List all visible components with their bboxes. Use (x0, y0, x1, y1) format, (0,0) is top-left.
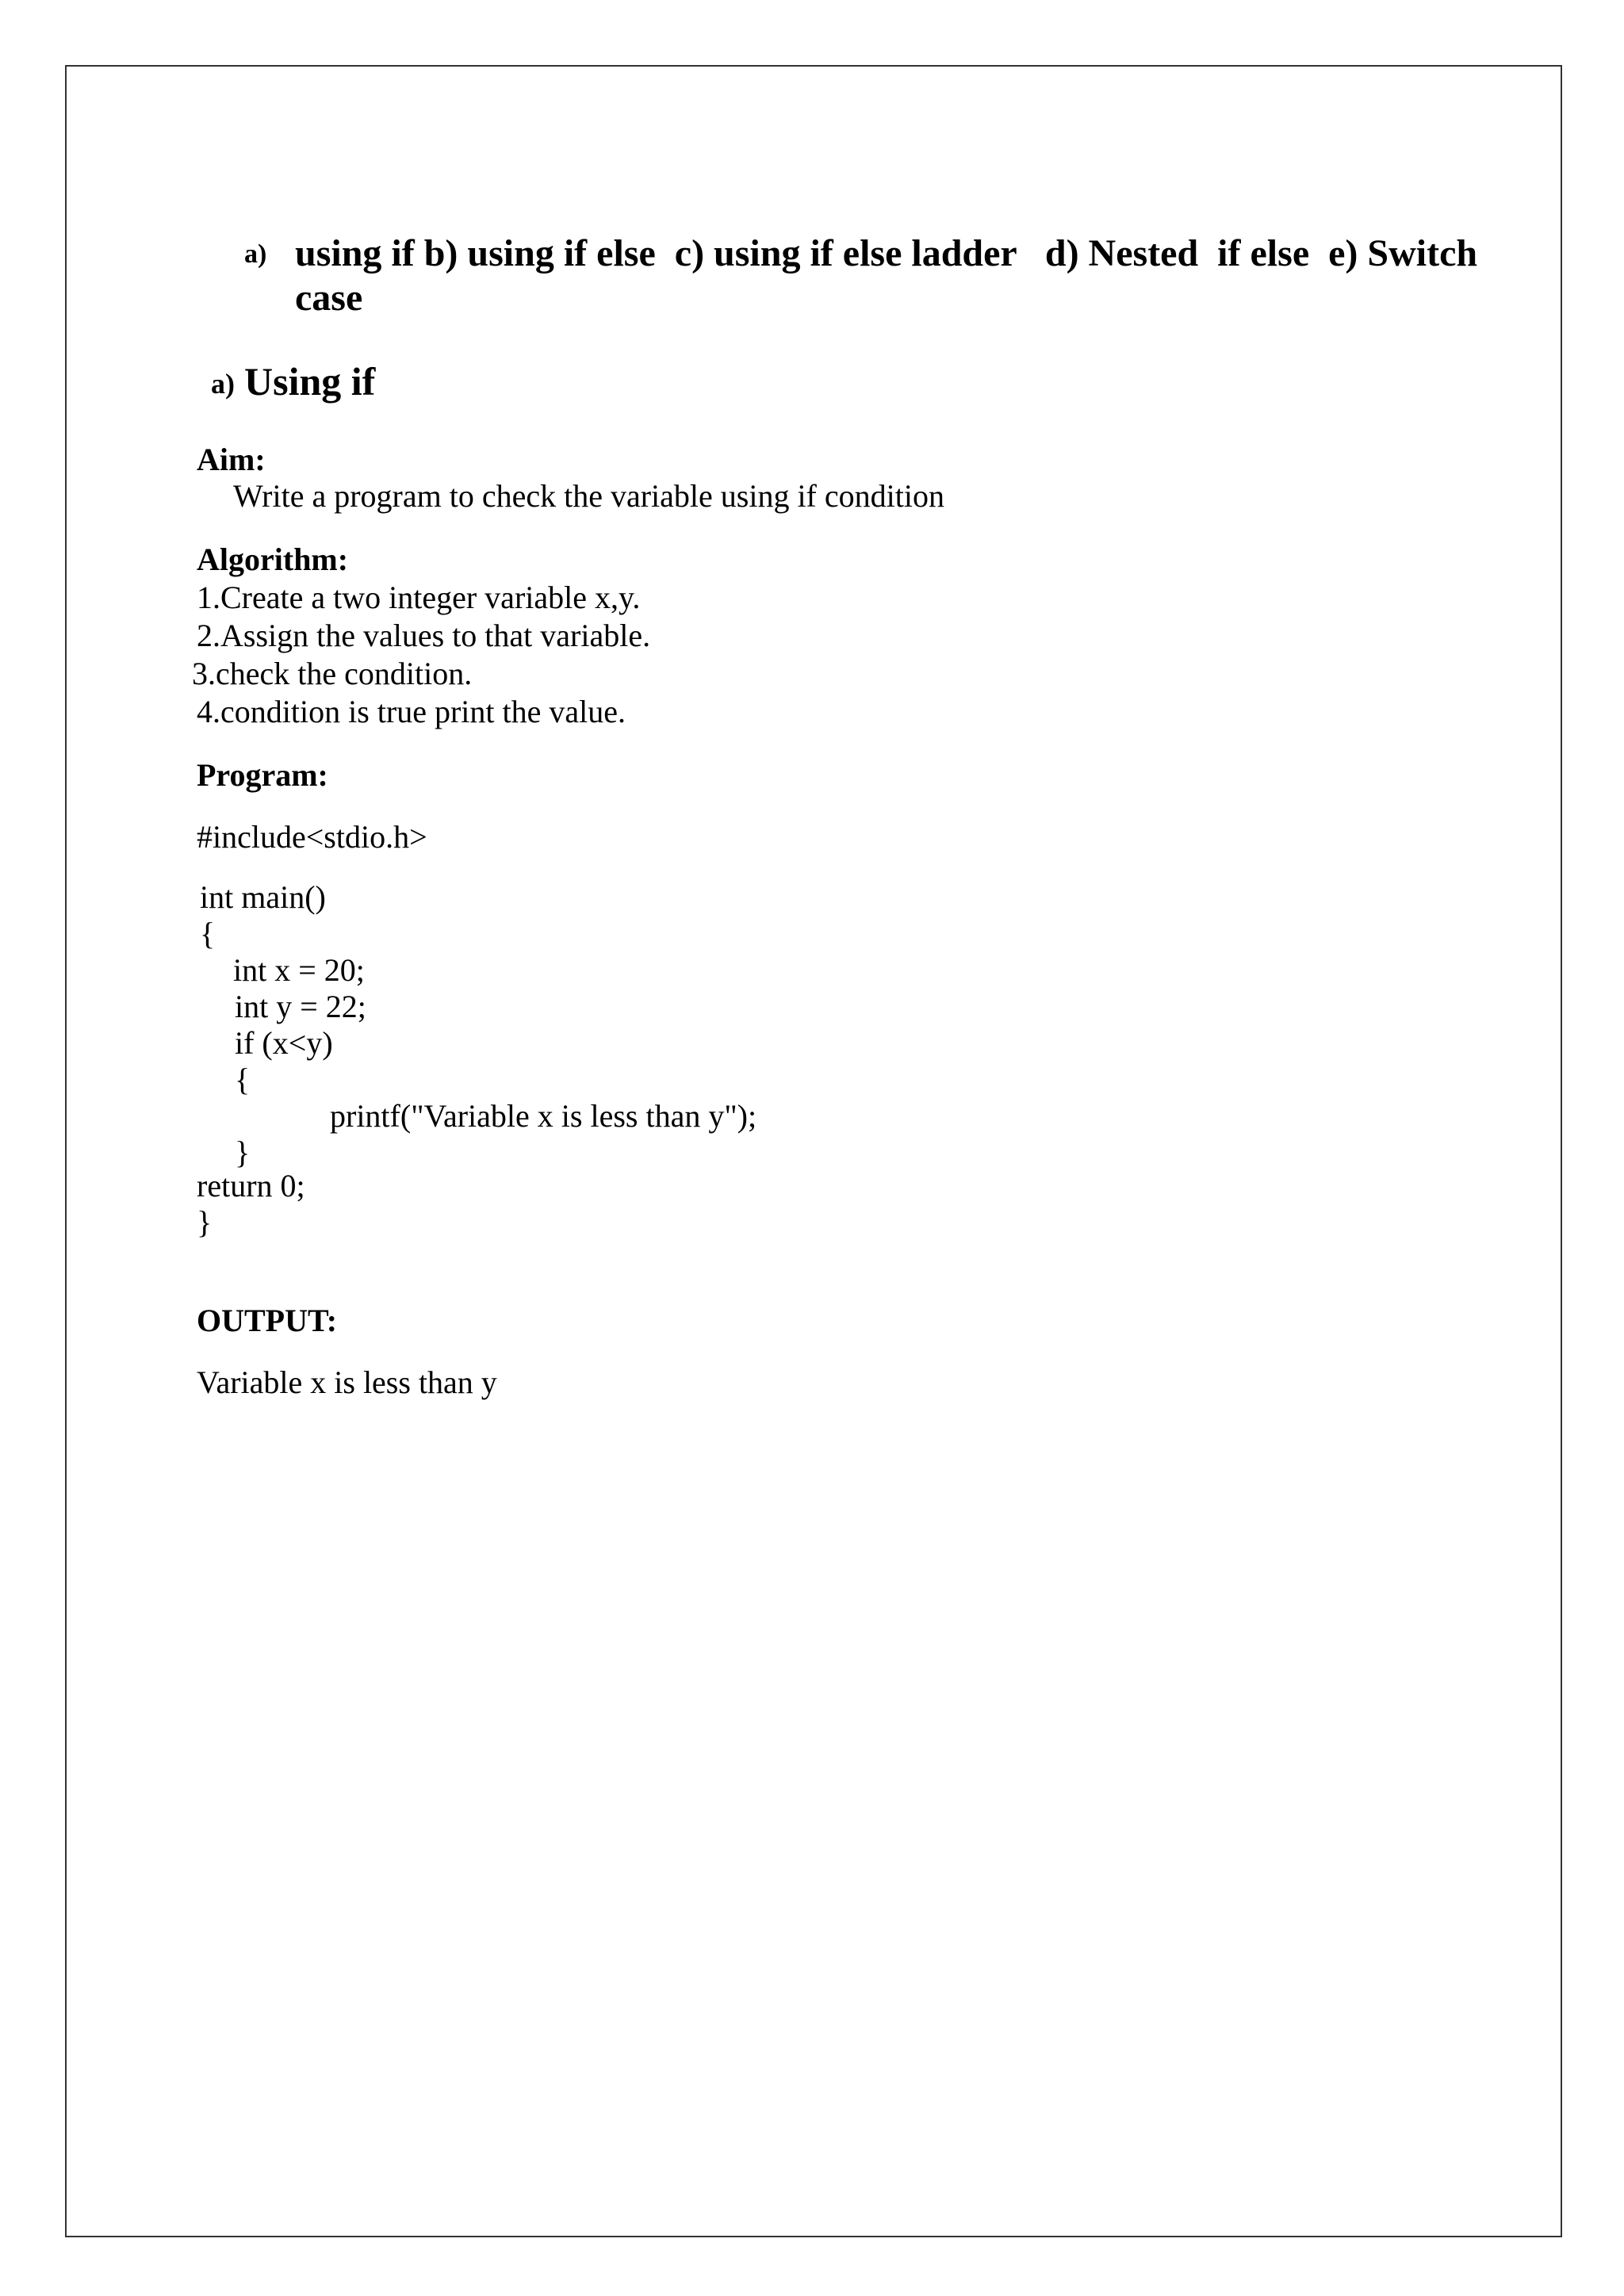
algorithm-step-3: 3.check the condition. (192, 656, 473, 691)
aim-text: Write a program to check the variable using if condition (233, 478, 944, 514)
algorithm-label: Algorithm: (197, 541, 349, 577)
algorithm-step-4: 4.condition is true print the value. (197, 694, 626, 729)
section-title: Using if (244, 359, 376, 404)
topics-line-2: case (295, 277, 363, 319)
code-line: int main() (200, 879, 326, 915)
output-text: Variable x is less than y (197, 1364, 497, 1400)
code-line: if (x<y) (235, 1025, 333, 1061)
code-line: } (235, 1135, 251, 1170)
code-line: printf("Variable x is less than y"); (330, 1098, 757, 1134)
code-line: int x = 20; (233, 952, 365, 988)
algorithm-step-1: 1.Create a two integer variable x,y. (197, 580, 641, 615)
program-label: Program: (197, 757, 328, 793)
aim-label: Aim: (197, 442, 266, 477)
code-line: { (235, 1062, 251, 1097)
algorithm-step-2: 2.Assign the values to that variable. (197, 618, 651, 653)
code-line: return 0; (197, 1168, 305, 1203)
topics-marker: a) (244, 239, 267, 269)
code-line: } (197, 1204, 213, 1240)
code-line: { (200, 916, 216, 951)
section-marker: a) (211, 368, 235, 400)
output-label: OUTPUT: (197, 1303, 338, 1338)
program-include: #include<stdio.h> (197, 819, 427, 855)
topics-line-1: using if b) using if else c) using if else ladder d) Nested if else e) Switch (295, 232, 1478, 274)
code-line: int y = 22; (235, 989, 366, 1024)
